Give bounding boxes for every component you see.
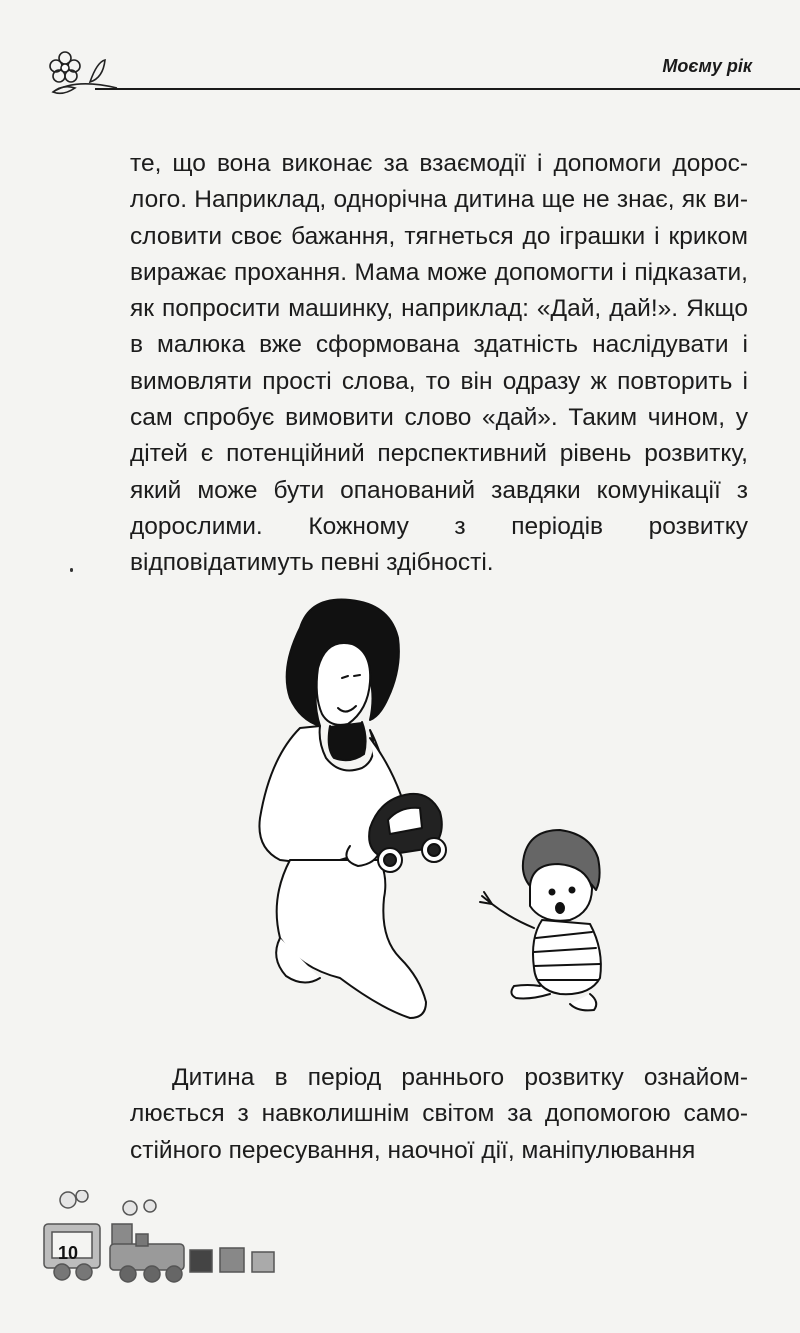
running-title: Моєму рік xyxy=(662,56,752,76)
train-icon xyxy=(40,1190,300,1290)
header-rule xyxy=(95,88,800,90)
flower-icon xyxy=(45,48,120,103)
page-header xyxy=(0,0,800,110)
mother-baby-illustration xyxy=(230,598,630,1038)
stray-mark xyxy=(70,568,73,572)
paragraph-text: те, що вона виконає за взаємодії і допомоги дорослого. Наприклад, однорічна дитина ще не знає, як висловити своє бажання, тягнеться до іграшки і криком виражає прохання. Мама може допомогти і підказати, як попросити машинку, наприклад: «Дай, дай!». Якщо в малюка вже сформована здатність наслідувати і вимовляти прості слова, то він одразу ж повторить і сам спробує вимовити слово «дай». Таким чином, у дітей є потенційний перспективний рівень розвитку, який може бути опанований завдяки комунікації з дорослими. Кожному з періодів розвитку відповідатимуть певні здібності. xyxy=(130,150,748,577)
paragraph-text: Дитина в період раннього розвитку ознайомлюється з навколишнім світом за допомогою самостійного пересування, наочної дії, маніпулювання xyxy=(130,1064,748,1164)
page-number: 10 xyxy=(58,1243,79,1263)
paragraph-2 xyxy=(130,1060,748,1169)
paragraph-1 xyxy=(130,146,748,582)
